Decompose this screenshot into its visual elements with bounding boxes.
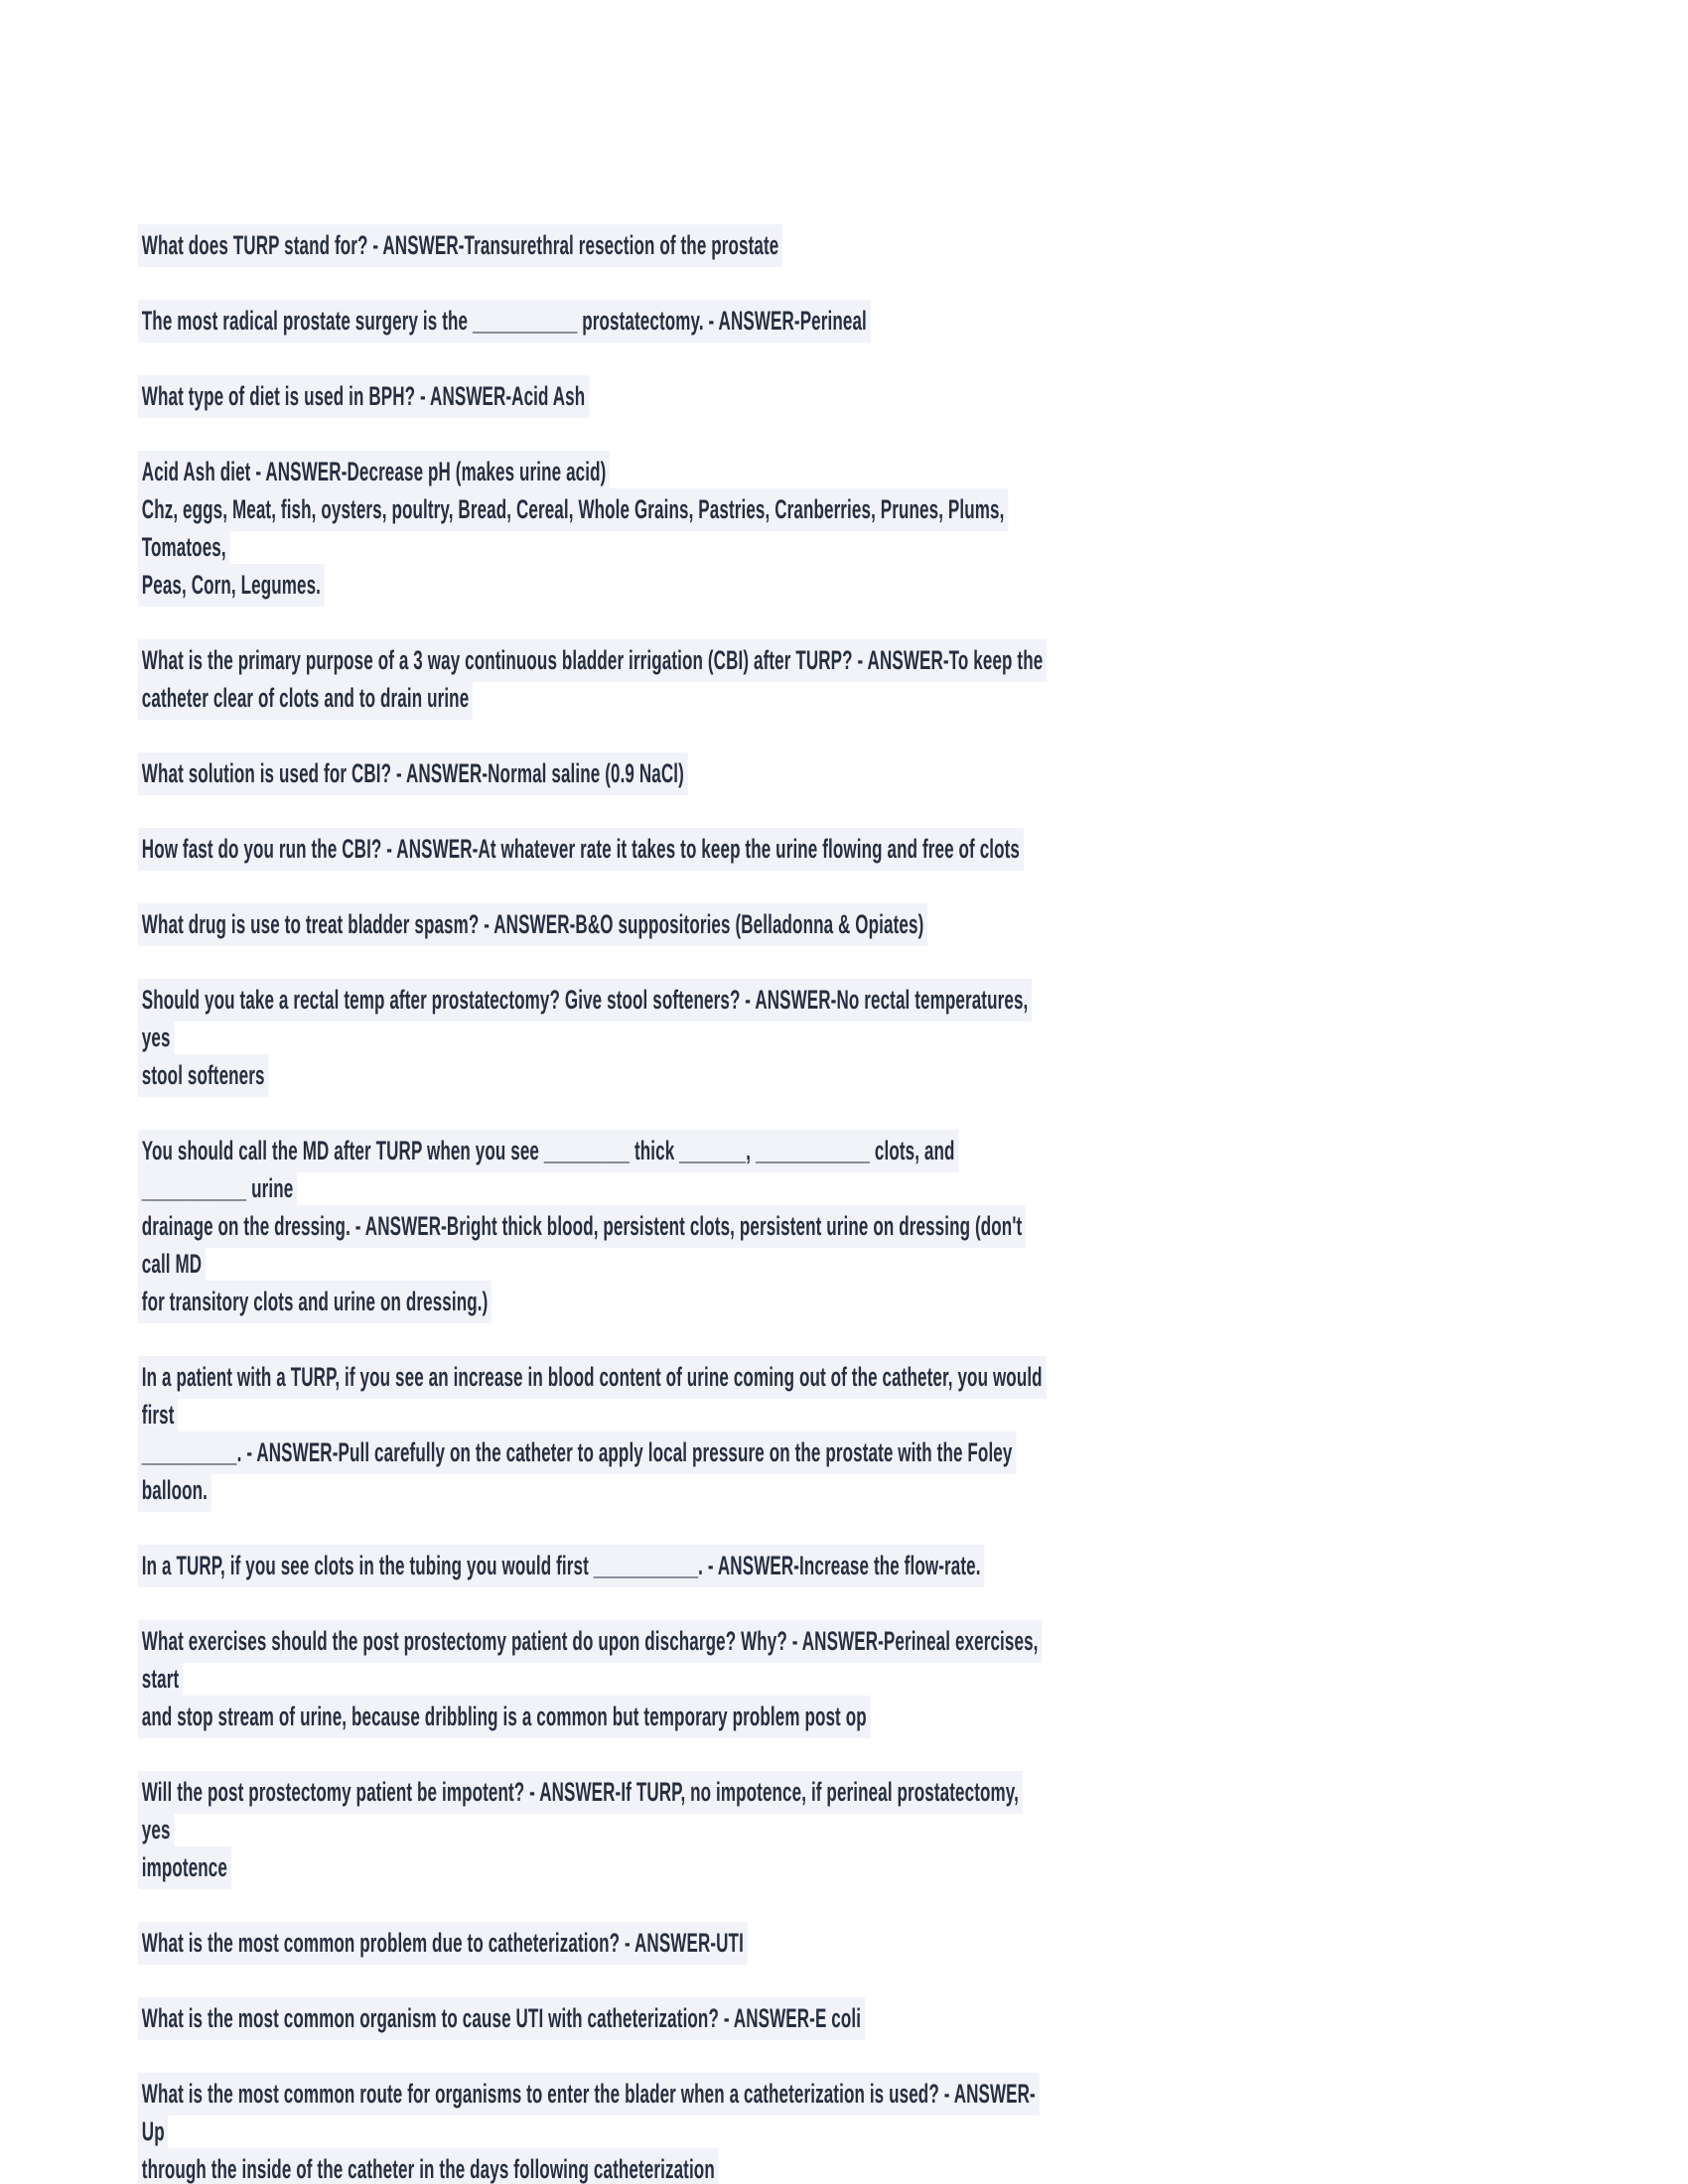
qa-text-line: What does TURP stand for? - ANSWER-Transurethral resection of the prostate bbox=[138, 224, 782, 267]
qa-text-line: stool softeners bbox=[138, 1054, 268, 1097]
qa-text-line: What drug is use to treat bladder spasm? - ANSWER-B&O suppositories (Belladonna & Opiates) bbox=[138, 903, 927, 946]
qa-item bbox=[138, 641, 1052, 717]
qa-item bbox=[138, 1999, 1052, 2037]
qa-text-line: Acid Ash diet - ANSWER-Decrease pH (makes urine acid) bbox=[138, 451, 610, 493]
qa-item bbox=[138, 453, 1052, 604]
qa-item bbox=[138, 1547, 1052, 1584]
qa-text-line: impotence bbox=[138, 1846, 231, 1889]
qa-text-line: and stop stream of urine, because dribbling is a common but temporary problem post op bbox=[138, 1696, 871, 1738]
qa-text-line: What is the most common route for organisms to enter the blader when a catheterization is used? - ANSWER-Up bbox=[138, 2073, 1040, 2153]
qa-text-line: You should call the MD after TURP when you see _________ thick _______, ____________ clots, and ___________ urine bbox=[138, 1130, 958, 1210]
qa-text-line: How fast do you run the CBI? - ANSWER-At whatever rate it takes to keep the urine flowing and free of clots bbox=[138, 828, 1024, 871]
qa-text-line: The most radical prostate surgery is the ___________ prostatectomy. - ANSWER-Perineal bbox=[138, 300, 871, 342]
qa-item bbox=[138, 981, 1052, 1094]
qa-text-line: What exercises should the post prostectomy patient do upon discharge? Why? - ANSWER-Perineal exercises, start bbox=[138, 1620, 1042, 1701]
qa-text-line: drainage on the dressing. - ANSWER-Bright thick blood, persistent clots, persistent urine on dressing (don't call MD bbox=[138, 1205, 1026, 1286]
qa-text-line: Chz, eggs, Meat, fish, oysters, poultry, Bread, Cereal, Whole Grains, Pastries, Cranberries, Prunes, Plums, Tomatoes, bbox=[138, 488, 1008, 569]
qa-item bbox=[138, 1358, 1052, 1509]
qa-text-line: catheter clear of clots and to drain urine bbox=[138, 677, 473, 720]
qa-text-line: through the inside of the catheter in the days following catheterization bbox=[138, 2148, 719, 2184]
qa-text-line: for transitory clots and urine on dressing.) bbox=[138, 1281, 492, 1323]
qa-text-line: In a TURP, if you see clots in the tubing you would first ___________. - ANSWER-Increase the flow-rate. bbox=[138, 1545, 984, 1587]
qa-item bbox=[138, 905, 1052, 943]
qa-item bbox=[138, 2075, 1052, 2184]
qa-text-line: In a patient with a TURP, if you see an increase in blood content of urine coming out of the catheter, you would first bbox=[138, 1356, 1046, 1436]
qa-item bbox=[138, 1773, 1052, 1886]
qa-item bbox=[138, 226, 1052, 264]
qa-item bbox=[138, 302, 1052, 340]
document-body bbox=[138, 226, 1052, 2184]
qa-text-line: What solution is used for CBI? - ANSWER-Normal saline (0.9 NaCl) bbox=[138, 752, 688, 795]
qa-item bbox=[138, 754, 1052, 792]
qa-text-line: What is the primary purpose of a 3 way continuous bladder irrigation (CBI) after TURP? - ANSWER-To keep the bbox=[138, 639, 1047, 682]
qa-text-line: What is the most common problem due to catheterization? - ANSWER-UTI bbox=[138, 1922, 748, 1965]
qa-text-line: Should you take a rectal temp after prostatectomy? Give stool softeners? - ANSWER-No rectal temperatures, yes bbox=[138, 979, 1032, 1059]
qa-item bbox=[138, 830, 1052, 868]
qa-item bbox=[138, 1924, 1052, 1962]
qa-item bbox=[138, 1622, 1052, 1735]
qa-text-line: Will the post prostectomy patient be impotent? - ANSWER-If TURP, no impotence, if perineal prostatectomy, yes bbox=[138, 1771, 1023, 1851]
qa-text-line: Peas, Corn, Legumes. bbox=[138, 564, 325, 607]
qa-text-line: __________. - ANSWER-Pull carefully on the catheter to apply local pressure on the prostate with the Foley balloon. bbox=[138, 1432, 1016, 1512]
qa-item bbox=[138, 1132, 1052, 1320]
qa-text-line: What is the most common organism to cause UTI with catheterization? - ANSWER-E coli bbox=[138, 1997, 865, 2040]
qa-text-line: What type of diet is used in BPH? - ANSWER-Acid Ash bbox=[138, 375, 589, 418]
qa-item bbox=[138, 377, 1052, 415]
